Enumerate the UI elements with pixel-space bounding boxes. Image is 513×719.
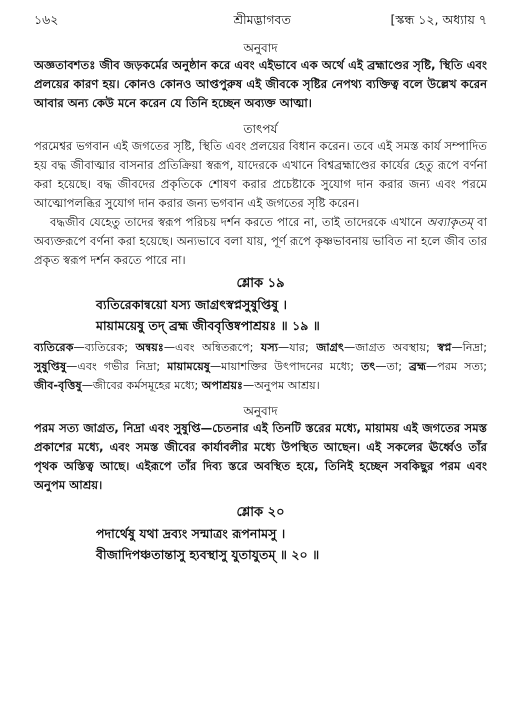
- running-header: [34, 12, 487, 32]
- purport-p2-term: অব্যাকৃতম্: [426, 215, 473, 229]
- synonym-meaning: এবং অন্বিতরূপে;: [175, 341, 261, 354]
- verse-19-line-2: মায়াময়েষু তদ্ ব্রহ্ম জীববৃত্তিষ্বপাশ্রয়ঃ ॥ ১৯ ॥: [96, 318, 320, 333]
- synonym-meaning: জাগ্রত অবস্থায়;: [355, 341, 438, 354]
- purport-heading: তাৎপর্য: [243, 122, 278, 136]
- synonyms-list: ব্যতিরেক—ব্যতিরেক; অন্বয়ঃ—এবং অন্বিতরূপে; যস্য—যার; জাগ্রৎ—জাগ্রত অবস্থায়; স্বপ্ন—নিদ্রা; সুষুপ্তিষু—এবং গভীর নিদ্রা; মায়াময়েষু—মায়াশক্তির উৎপাদনের মধ্যে; তৎ—তা; ব্রহ্ম—পরম সত্য; জীব-বৃত্তিষু—জীবের কর্মসমূহের মধ্যে; অপাশ্রয়ঃ—অনুপম আশ্রয়।: [34, 341, 487, 392]
- purport-p2-start: বদ্ধজীব যেহেতু তাদের স্বরূপ পরিচয় দর্শন করতে পারে না, তাই তাদেরকে এখানে: [50, 215, 427, 229]
- synonym-word: মায়াময়েষু: [167, 360, 210, 373]
- translation-2-text: পরম সত্য জাগ্রত, নিদ্রা এবং সুষুপ্তি—চেতনার এই তিনটি স্তরের মধ্যে, মায়াময় এই জগতের সমস্ত প্রকাশের মধ্যে, এবং সমস্ত জীবের কার্যাবলীর মধ্যে উপস্থিত আছেন। এই সকলের ঊর্ধ্বেও তাঁর পৃথক অস্তিত্ব আছে। এইরূপে তাঁর দিব্য স্তরে অবস্থিত হয়ে, তিনিই হচ্ছেন সবকিছুর পরম এবং অনুপম আশ্রয়।: [34, 421, 487, 492]
- synonym-word: ব্রহ্ম: [408, 360, 427, 373]
- chapter-reference: [স্কন্ধ ১২, অধ্যায় ৭: [390, 12, 487, 27]
- synonym-meaning: তা;: [386, 360, 409, 373]
- synonym-meaning: জীবের কর্মসমূহের মধ্যে;: [92, 379, 202, 392]
- synonym-word: ব্যতিরেক: [34, 341, 74, 354]
- synonym-word: অপাশ্রয়ঃ: [201, 379, 244, 392]
- synonym-meaning: অনুপম আশ্রয়।: [254, 379, 320, 392]
- synonym-meaning: পরম সত্য;: [437, 360, 487, 373]
- synonym-word: জীব-বৃত্তিষু: [34, 379, 82, 392]
- verse-19-line-1: ব্যতিরেকান্বয়ো যস্য জাগ্রৎস্বপ্নসুষুপ্তিষু ।: [96, 297, 288, 312]
- synonym-word: তৎ: [361, 360, 376, 373]
- book-title: শ্রীমদ্ভাগবত: [233, 12, 291, 27]
- synonym-meaning: মায়াশক্তির উৎপাদনের মধ্যে;: [221, 360, 362, 373]
- synonym-meaning: নিদ্রা;: [462, 341, 487, 354]
- purport-p2-end: বা অব্যক্তরূপে বর্ণনা করা হয়েছে। অন্যভাবে বলা যায়, পূর্ণ রূপে কৃষ্ণভাবনায় ভাবিত না হলে জীব তার প্রকৃত স্বরূপ দর্শন করতে পারে না।: [34, 215, 487, 267]
- synonym-meaning: ব্যতিরেক;: [84, 341, 136, 354]
- synonym-word: জাগ্রৎ: [316, 341, 345, 354]
- translation-text: অজ্ঞতাবশতঃ জীব জড়কর্মের অনুষ্ঠান করে এবং এইভাবে এক অর্থে এই ব্রহ্মাণ্ডের সৃষ্টি, স্থিতি এবং প্রলয়ের কারণ হয়। কোনও কোনও আপ্তপুরুষ এই জীবকে সৃষ্টির নেপথ্য ব্যক্তিত্ব বলে উল্লেখ করেন আবার অন্য কেউ মনে করেন যে তিনি হচ্ছেন অব্যক্ত আত্মা।: [34, 58, 487, 110]
- verse-20-title: শ্লোক ২০: [236, 505, 285, 520]
- verse-19-title: শ্লোক ১৯: [236, 276, 285, 291]
- translation-2-heading: অনুবাদ: [243, 404, 278, 418]
- synonym-meaning: এবং গভীর নিদ্রা;: [77, 360, 168, 373]
- synonym-word: অন্বয়ঃ: [135, 341, 164, 354]
- synonym-meaning: যার;: [289, 341, 317, 354]
- translation-heading: অনুবাদ: [243, 41, 278, 55]
- synonym-word: যস্য: [260, 341, 279, 354]
- purport-paragraph-2: [34, 213, 487, 270]
- verse-20-line-2: বীজাদিপঞ্চতান্তাসু হ্যবস্থাসু যুতাযুতম্ ॥ ২০ ॥: [96, 547, 320, 562]
- verse-20-line-1: পদার্থেষু যথা দ্রব্যং সন্মাত্রং রূপনামসু ।: [96, 526, 286, 541]
- synonym-word: সুষুপ্তিষু: [34, 360, 67, 373]
- synonym-word: স্বপ্ন: [437, 341, 452, 354]
- page-number: ১৬২: [34, 12, 59, 27]
- purport-paragraph-1: পরমেশ্বর ভগবান এই জগতের সৃষ্টি, স্থিতি এবং প্রলয়ের বিধান করেন। তবে এই সমস্ত কার্য সম্পাদিত হয় বদ্ধ জীবাত্মার বাসনার প্রতিক্রিয়া স্বরূপ, যাদেরকে এখানে বিশ্বব্রহ্মাণ্ডের কার্যের হেতু রূপে বর্ণনা করা হয়েছে। বদ্ধ জীবদের প্রকৃতিকে শোষণ করার প্রচেষ্টাকে সুযোগ দান করার জন্য এবং পরমে আত্মোপলব্ধির সুযোগ দান করার জন্য ভগবান এই জগতের সৃষ্টি করেন।: [34, 139, 487, 210]
